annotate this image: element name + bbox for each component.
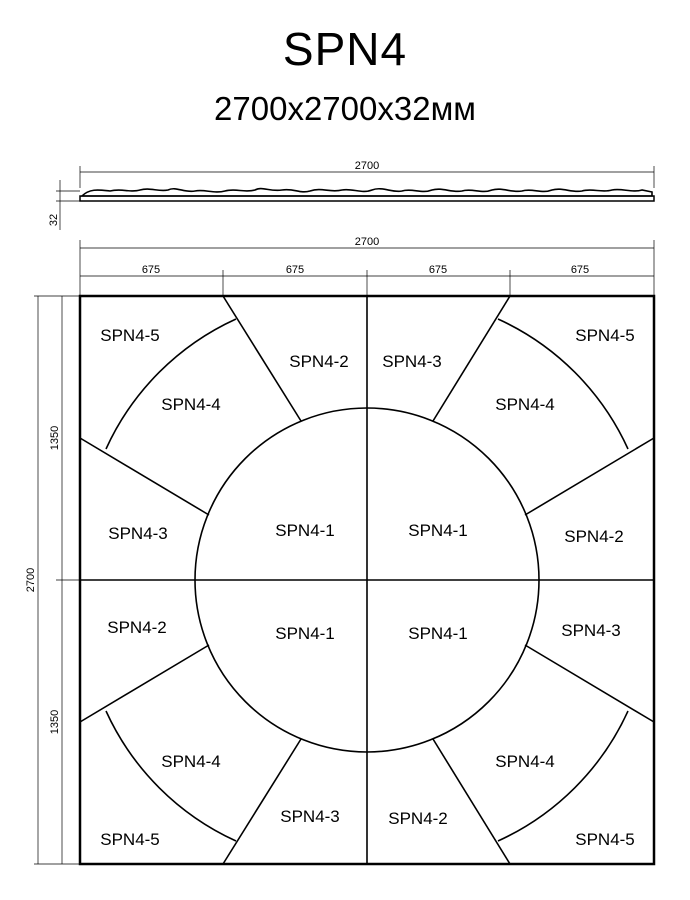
piece-label: SPN4-1 <box>408 624 468 643</box>
side-profile <box>48 160 654 230</box>
piece-label: SPN4-3 <box>561 621 621 640</box>
piece-label: SPN4-5 <box>575 830 635 849</box>
arc-bottom-right <box>498 711 628 841</box>
dim-quarter-4: 675 <box>570 264 590 276</box>
piece-label: SPN4-5 <box>100 830 160 849</box>
dim-plan-height: 2700 <box>25 567 37 593</box>
dim-profile-width: 2700 <box>354 160 380 172</box>
piece-label: SPN4-3 <box>382 352 442 371</box>
piece-label: SPN4-2 <box>289 352 349 371</box>
piece-label: SPN4-5 <box>100 326 160 345</box>
piece-label: SPN4-4 <box>161 752 221 771</box>
joint-top-right-b <box>525 438 654 515</box>
piece-label: SPN4-3 <box>108 524 168 543</box>
product-dimensions: 2700x2700x32мм <box>214 90 476 127</box>
piece-label: SPN4-5 <box>575 326 635 345</box>
piece-label: SPN4-2 <box>564 527 624 546</box>
dim-plan-width: 2700 <box>354 236 380 248</box>
joint-top-left-b <box>80 438 209 515</box>
piece-label: SPN4-1 <box>408 521 468 540</box>
product-title: SPN4 <box>282 23 408 75</box>
piece-label: SPN4-3 <box>280 807 340 826</box>
plan-layout <box>80 296 654 864</box>
piece-label: SPN4-1 <box>275 521 335 540</box>
dim-half-top: 1350 <box>49 425 61 451</box>
arc-bottom-left <box>106 711 236 841</box>
dim-profile-thickness: 32 <box>48 213 60 227</box>
profile-relief <box>82 189 652 196</box>
dim-quarter-2: 675 <box>285 264 305 276</box>
dim-quarter-1: 675 <box>141 264 161 276</box>
piece-label: SPN4-4 <box>495 395 555 414</box>
joint-bottom-left-a <box>223 739 301 864</box>
joint-bottom-left-b <box>80 645 209 722</box>
piece-label: SPN4-1 <box>275 624 335 643</box>
joint-bottom-right-b <box>525 645 654 722</box>
dim-half-bottom: 1350 <box>49 709 61 735</box>
piece-label: SPN4-2 <box>107 618 167 637</box>
piece-label: SPN4-4 <box>495 752 555 771</box>
piece-label: SPN4-4 <box>161 395 221 414</box>
piece-label: SPN4-2 <box>388 809 448 828</box>
dim-quarter-3: 675 <box>428 264 448 276</box>
